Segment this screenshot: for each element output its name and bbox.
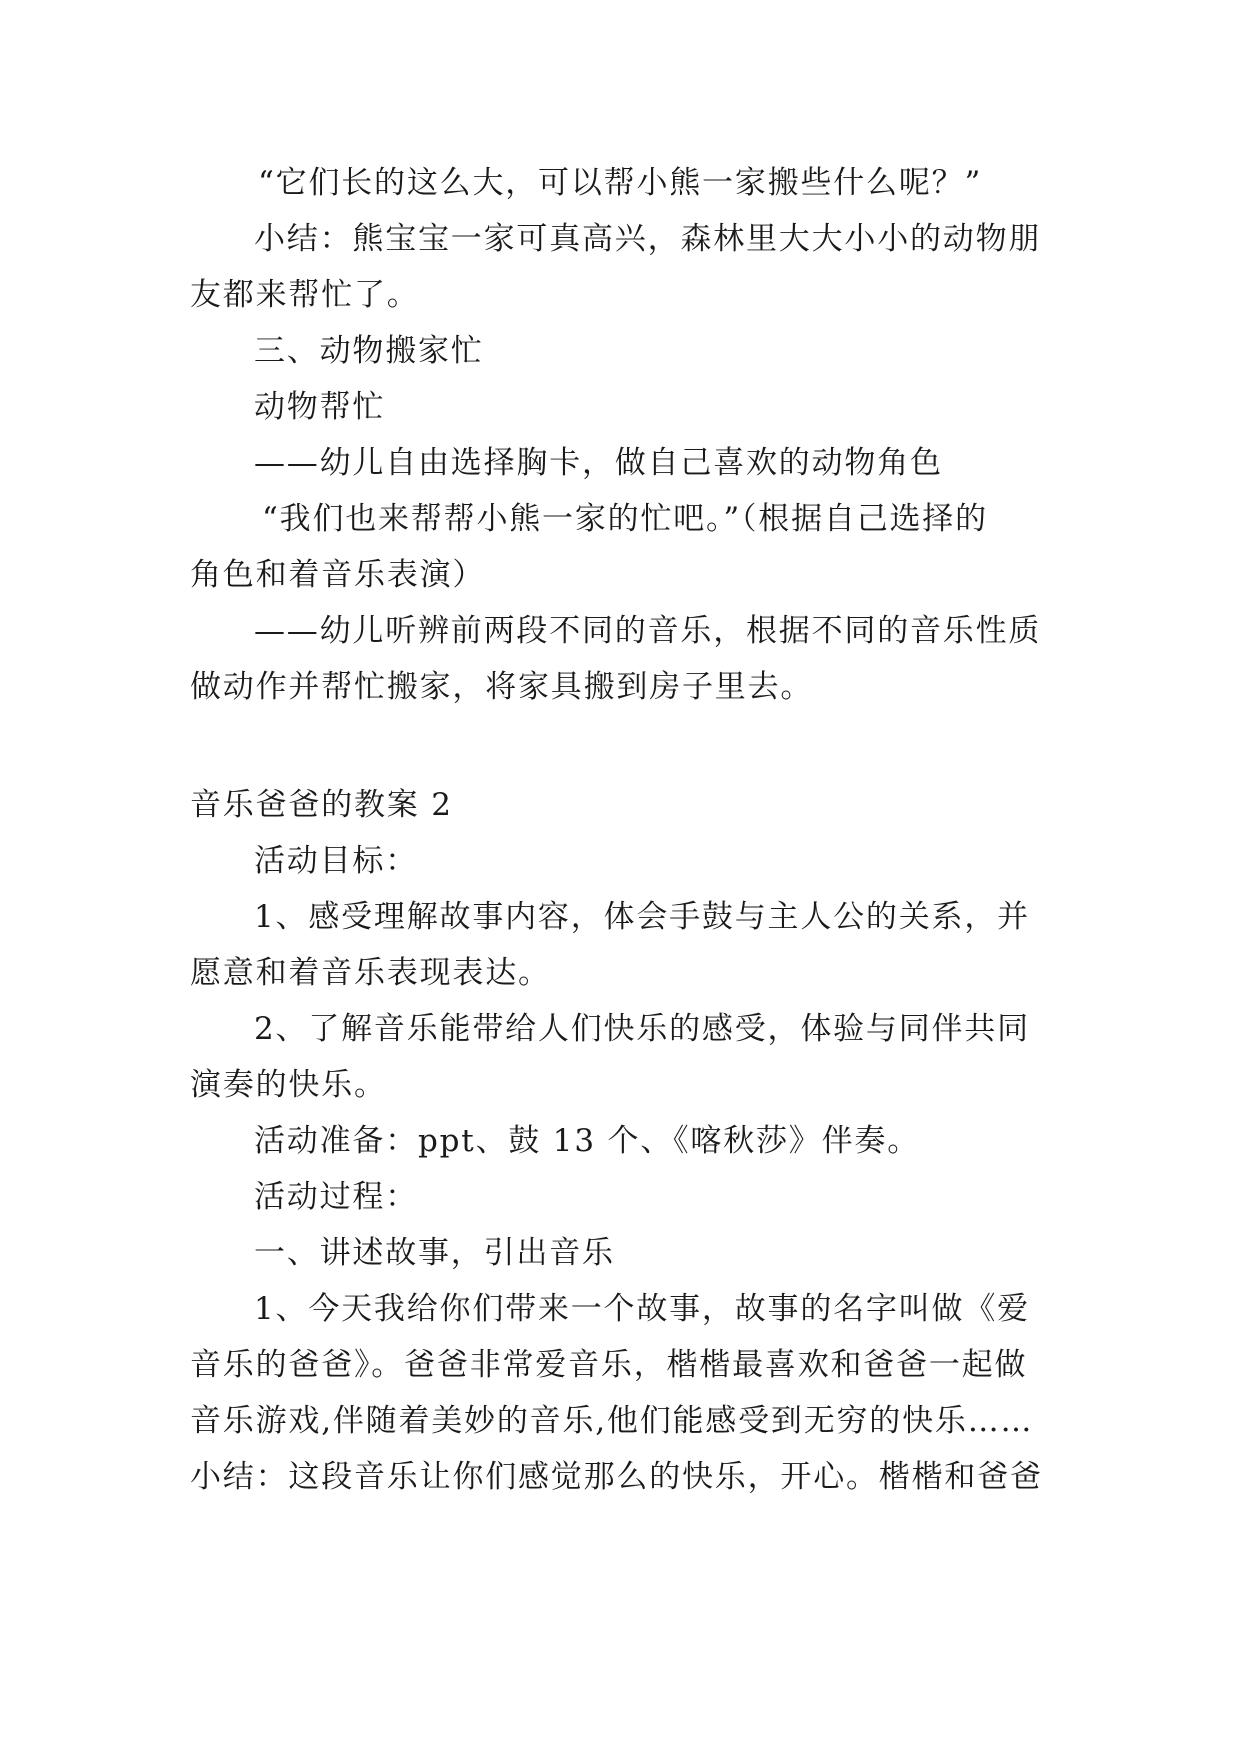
subheading-animal-help: 动物帮忙: [254, 389, 386, 425]
process-heading: 活动过程：: [254, 1179, 418, 1215]
section-heading-3: 三、动物搬家忙: [254, 333, 484, 369]
quote-line: “它们长的这么大，可以帮小熊一家搬些什么呢？”: [258, 165, 983, 201]
quote-continuation: 角色和着音乐表演）: [190, 557, 486, 593]
story-paragraph-line: 音乐游戏,伴随着美妙的音乐,他们能感受到无穷的快乐……: [190, 1403, 1034, 1439]
activity-step-line: ——幼儿听辨前两段不同的音乐，根据不同的音乐性质: [254, 613, 1042, 649]
objective-item-2-continuation: 演奏的快乐。: [190, 1067, 387, 1103]
preparation-line: 活动准备：ppt、鼓 13 个、《喀秋莎》伴奏。: [254, 1123, 920, 1159]
objective-item-1-continuation: 愿意和着音乐表现表达。: [190, 955, 551, 991]
lesson-title: 音乐爸爸的教案 2: [190, 787, 453, 823]
summary-line: 小结：熊宝宝一家可真高兴，森林里大大小小的动物朋: [254, 221, 1042, 257]
objectives-heading: 活动目标：: [254, 843, 418, 879]
quote-line: “我们也来帮帮小熊一家的忙吧。”（根据自己选择的: [262, 501, 988, 537]
summary-continuation: 友都来帮忙了。: [190, 277, 420, 313]
objective-item-1: 1、感受理解故事内容，体会手鼓与主人公的关系，并: [254, 899, 1030, 935]
story-paragraph-line: 1、今天我给你们带来一个故事，故事的名字叫做《爱: [254, 1291, 1030, 1327]
summary-line: 小结：这段音乐让你们感觉那么的快乐，开心。楷楷和爸爸: [190, 1459, 1043, 1495]
activity-step-continuation: 做动作并帮忙搬家，将家具搬到房子里去。: [190, 669, 814, 705]
activity-step-line: ——幼儿自由选择胸卡，做自己喜欢的动物角色: [254, 445, 943, 481]
story-paragraph-line: 音乐的爸爸》。爸爸非常爱音乐，楷楷最喜欢和爸爸一起做: [190, 1347, 1028, 1383]
process-step-1-heading: 一、讲述故事，引出音乐: [254, 1235, 615, 1271]
objective-item-2: 2、了解音乐能带给人们快乐的感受，体验与同伴共同: [254, 1011, 1030, 1047]
